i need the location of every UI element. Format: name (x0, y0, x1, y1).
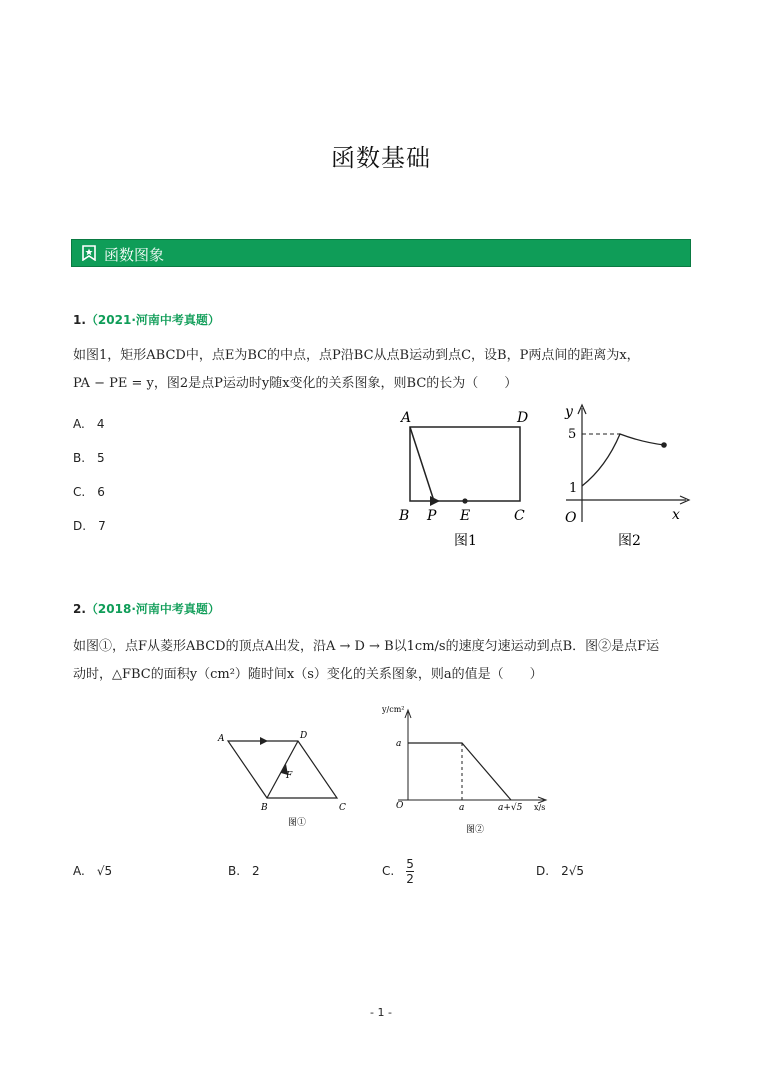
label-c: C (339, 803, 346, 813)
diagonal-db (267, 741, 298, 798)
label-x: x (672, 507, 680, 523)
label-p: P (427, 508, 437, 524)
page-title: 函数基础 (331, 144, 431, 172)
label-f: F (286, 771, 293, 781)
question-source: （2021·河南中考真题） (85, 313, 220, 327)
caption-fig1: 图① (288, 818, 307, 828)
graph-line (408, 743, 511, 800)
tick-5: 5 (568, 427, 577, 442)
label-a-x: a (459, 803, 465, 813)
question-1-header (73, 311, 220, 328)
caption-fig2: 图2 (618, 533, 641, 549)
page-number: - 1 - (370, 1006, 392, 1019)
tick-1: 1 (569, 481, 578, 496)
arrow-ad (260, 737, 268, 745)
question-2-line-1: 如图①，点F从菱形ABCD的顶点A出发，沿A → D → B以1cm/s的速度匀速运动到点B．图②是点F运 (73, 639, 660, 654)
question-number: 2. (73, 602, 86, 616)
q1-figure-1 (392, 402, 542, 550)
curve-endpoint (661, 442, 667, 448)
label-y: y (565, 404, 573, 420)
question-2-line-2: 动时，△FBC的面积y（cm²）随时间x（s）变化的关系图象，则a的值是（ ） (73, 667, 543, 682)
q2-figure-1 (212, 724, 362, 834)
q1-option-b[interactable]: B. 5 (73, 451, 105, 465)
q2-option-b[interactable]: B. 2 (228, 864, 260, 878)
arrow-p (430, 496, 440, 506)
fraction: $\frac{5}{2}$ (406, 857, 414, 886)
label-b: B (399, 508, 410, 524)
question-1-line-1: 如图1，矩形ABCD中，点E为BC的中点，点P沿BC从点B运动到点C，设B，P两点间的距离为x， (73, 348, 640, 363)
question-1-line-2: PA − PE = y，图2是点P运动时y随x变化的关系图象，则BC的长为（ ） (73, 376, 518, 391)
q2-option-a[interactable]: A. √5 (73, 864, 113, 878)
q1-figure-2 (556, 402, 696, 550)
q1-option-a[interactable]: A. 4 (73, 417, 105, 431)
label-c: C (514, 508, 525, 524)
q1-option-d[interactable]: D. 7 (73, 519, 106, 533)
label-a: A (401, 410, 412, 426)
question-2-header (73, 600, 220, 617)
label-ylabel: y/cm² (382, 705, 405, 714)
rectangle-abcd (410, 427, 520, 501)
q2-figure-2 (378, 702, 558, 838)
q2-option-c[interactable]: C. $\frac{5}{2}$ (382, 857, 414, 886)
label-b: B (261, 803, 268, 813)
label-a: A (218, 734, 225, 744)
point-e (462, 498, 467, 503)
segment-pa (410, 427, 434, 501)
caption-fig2: 图② (466, 825, 485, 835)
section-title: 函数图象 (104, 246, 165, 264)
question-source: （2018·河南中考真题） (85, 602, 220, 616)
label-d: D (517, 410, 529, 426)
bookmark-star-icon (81, 245, 97, 261)
label-xlabel: x/s (534, 803, 546, 812)
caption-fig1: 图1 (454, 533, 477, 549)
label-d: D (300, 731, 308, 741)
q2-option-d[interactable]: D. 2√5 (536, 864, 584, 878)
label-a-y: a (396, 739, 402, 749)
section-banner (71, 239, 691, 267)
question-number: 1. (73, 313, 86, 327)
graph-curve (582, 434, 664, 486)
label-a-end: a+√5 (498, 803, 523, 813)
label-e: E (460, 508, 471, 524)
label-origin: O (396, 801, 404, 811)
q1-option-c[interactable]: C. 6 (73, 485, 105, 499)
label-origin: O (565, 510, 577, 526)
